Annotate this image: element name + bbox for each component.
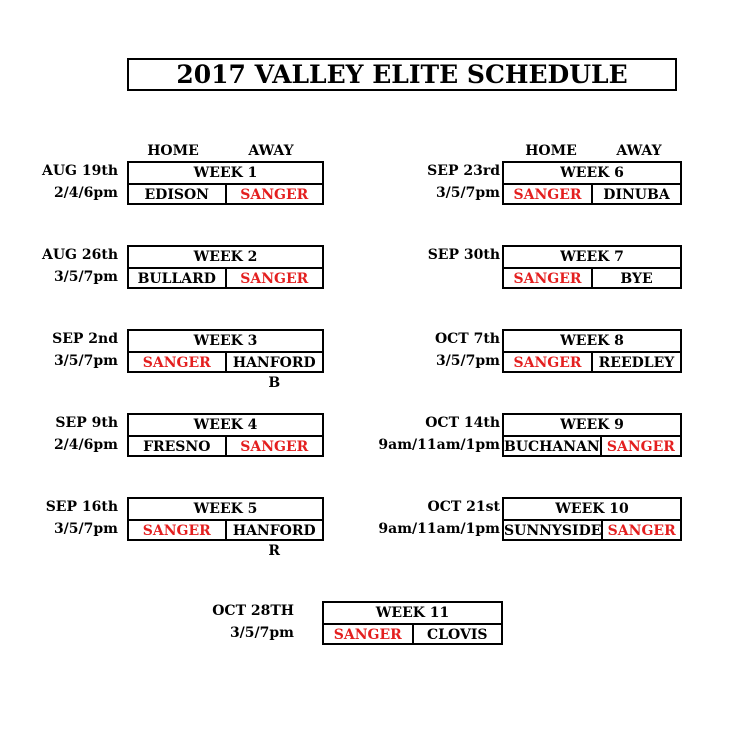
week-6-date: SEP 23rd	[427, 163, 500, 179]
week-4-home: FRESNO	[129, 437, 227, 457]
week-2-away: SANGER	[240, 271, 309, 287]
week-5-time: 3/5/7pm	[53, 521, 118, 537]
page-title: 2017 VALLEY ELITE SCHEDULE	[127, 58, 677, 91]
week-10-label: WEEK 10	[504, 499, 680, 521]
home-header-left: HOME	[147, 143, 199, 159]
week-5-label: WEEK 5	[129, 499, 322, 521]
away-header-right: AWAY	[616, 143, 662, 159]
week-3-label: WEEK 3	[129, 331, 322, 353]
week-11-time: 3/5/7pm	[229, 625, 294, 641]
week-11-home: SANGER	[324, 625, 414, 645]
week-5-home: SANGER	[129, 521, 227, 541]
week-2-date: AUG 26th	[41, 247, 118, 263]
week-10-box	[502, 497, 682, 541]
week-4-date: SEP 9th	[55, 415, 118, 431]
week-10-away: SANGER	[607, 523, 676, 539]
home-header-right: HOME	[525, 143, 577, 159]
week-1-box	[127, 161, 324, 205]
week-5-box	[127, 497, 324, 559]
week-1-home: EDISON	[129, 185, 227, 205]
week-8-time: 3/5/7pm	[435, 353, 500, 369]
week-8-home: SANGER	[504, 353, 593, 373]
week-2-time: 3/5/7pm	[53, 269, 118, 285]
week-1-away: SANGER	[240, 187, 309, 203]
week-3-away: HANFORD B	[232, 355, 316, 391]
week-7-box	[502, 245, 682, 289]
week-9-label: WEEK 9	[504, 415, 680, 437]
week-4-time: 2/4/6pm	[53, 437, 118, 453]
week-8-box	[502, 329, 682, 373]
week-11-box	[322, 601, 503, 645]
week-2-box	[127, 245, 324, 289]
week-1-label: WEEK 1	[129, 163, 322, 185]
week-5-away: HANFORD R	[232, 523, 316, 559]
week-7-away: BYE	[620, 271, 653, 287]
week-8-away: REEDLEY	[598, 355, 675, 371]
week-7-home: SANGER	[504, 269, 593, 289]
week-6-time: 3/5/7pm	[435, 185, 500, 201]
week-8-label: WEEK 8	[504, 331, 680, 353]
week-9-home: BUCHANAN	[504, 439, 600, 455]
week-3-home: SANGER	[129, 353, 227, 373]
week-9-date: OCT 14th	[425, 415, 500, 431]
week-11-date: OCT 28TH	[212, 603, 294, 619]
week-4-away: SANGER	[240, 439, 309, 455]
week-4-box	[127, 413, 324, 457]
week-7-label: WEEK 7	[504, 247, 680, 269]
week-8-date: OCT 7th	[434, 331, 500, 347]
week-10-time: 9am/11am/1pm	[378, 521, 500, 537]
week-11-label: WEEK 11	[324, 603, 501, 625]
week-10-date: OCT 21st	[427, 499, 500, 515]
week-10-home: SUNNYSIDE	[504, 523, 602, 539]
week-3-box	[127, 329, 324, 391]
away-header-left: AWAY	[248, 143, 294, 159]
week-1-date: AUG 19th	[41, 163, 118, 179]
week-2-label: WEEK 2	[129, 247, 322, 269]
week-4-label: WEEK 4	[129, 415, 322, 437]
week-5-date: SEP 16th	[45, 499, 118, 515]
week-3-time: 3/5/7pm	[53, 353, 118, 369]
week-6-home: SANGER	[504, 185, 593, 205]
week-11-away: CLOVIS	[427, 627, 488, 643]
week-9-time: 9am/11am/1pm	[378, 437, 500, 453]
week-2-home: BULLARD	[129, 269, 227, 289]
week-6-away: DINUBA	[603, 187, 670, 203]
week-7-date: SEP 30th	[427, 247, 500, 263]
week-6-box	[502, 161, 682, 205]
week-9-away: SANGER	[606, 439, 675, 455]
week-3-date: SEP 2nd	[52, 331, 118, 347]
week-1-time: 2/4/6pm	[53, 185, 118, 201]
week-9-box	[502, 413, 682, 457]
week-6-label: WEEK 6	[504, 163, 680, 185]
